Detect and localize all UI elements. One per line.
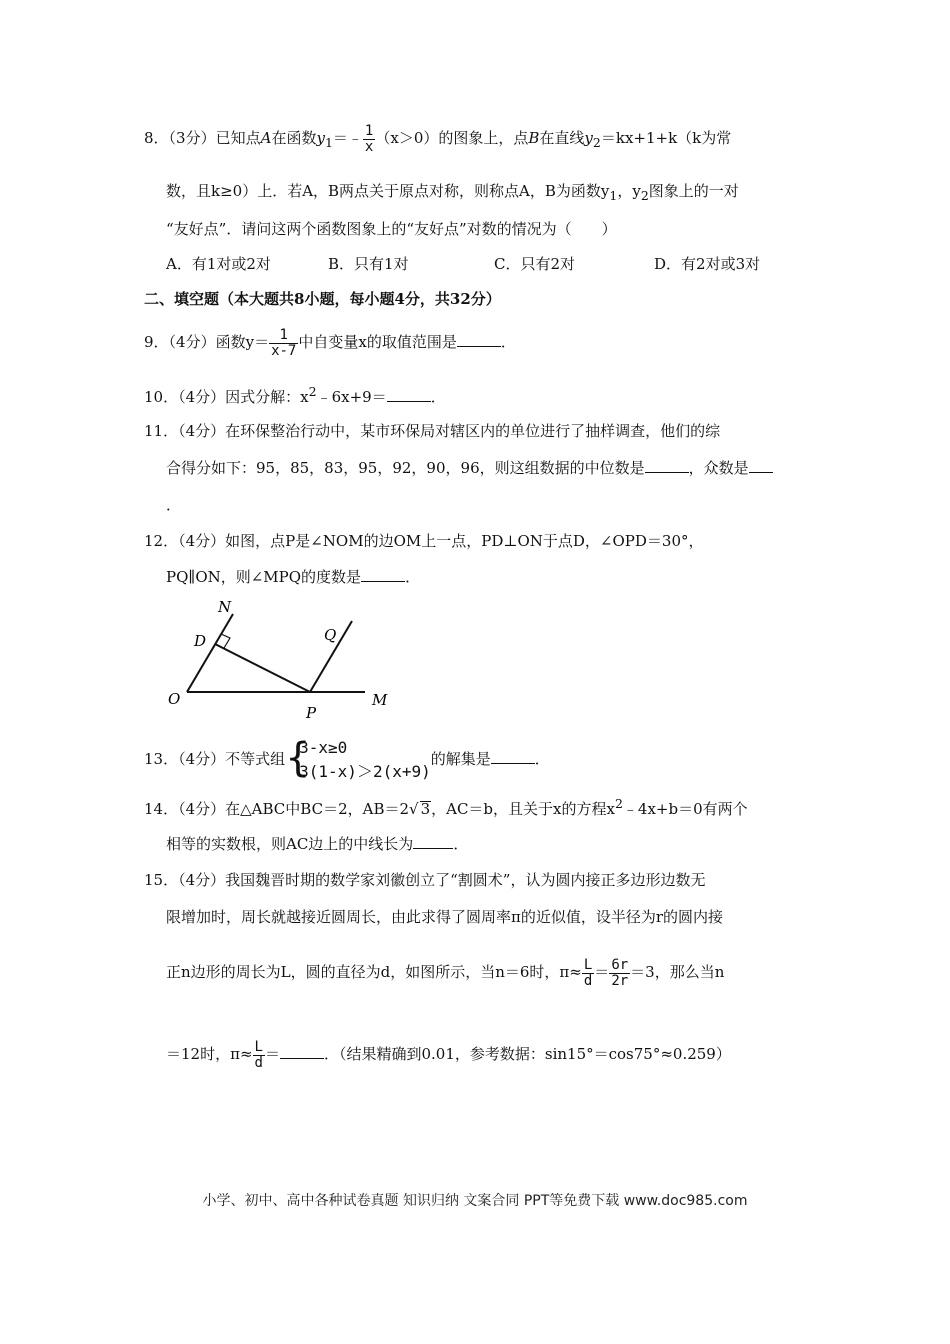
q12-line-1	[144, 530, 703, 551]
fraction-denominator: x-7	[271, 342, 297, 359]
q9-line	[144, 328, 516, 358]
q8-text: 数，且k≥0）上．若A，B两点关于原点对称，则称点A，B为函数y	[166, 182, 610, 200]
q15-line-1	[144, 869, 705, 890]
q13-text: ．	[534, 750, 550, 768]
q8-text: ＝﹣	[332, 129, 363, 148]
q8-var-y1: y	[316, 129, 325, 148]
q13-line	[144, 736, 550, 784]
q8-option-c: C．只有2对	[494, 255, 576, 273]
fraction-denominator: 2r	[611, 972, 629, 989]
fraction-numerator: L	[583, 957, 593, 973]
q8-var-b: B	[528, 129, 540, 148]
label-p: P	[306, 704, 317, 722]
answer-blank	[280, 1044, 324, 1059]
page-footer: 小学、初中、高中各种试卷真题 知识归纳 文案合同 PPT等免费下载 www.doc985.com	[202, 1193, 748, 1209]
right-angle-mark	[221, 634, 230, 648]
q12-text: （4分）如图，点P是∠NOM的边OM上一点，PD⊥ON于点D，∠OPD＝30°，	[178, 532, 704, 550]
q15-fraction-1	[582, 958, 594, 988]
sqrt-icon: √	[409, 800, 419, 818]
q8-sub: 2	[640, 188, 649, 203]
q13-text: 的解集是	[430, 750, 491, 768]
q11-line-2	[166, 457, 773, 478]
q9-fraction	[269, 328, 298, 358]
q10-text: （4分）因式分解：x	[178, 388, 309, 406]
line-on	[187, 614, 233, 692]
q8-line-1	[144, 124, 731, 154]
q11-text: （4分）在环保整治行动中，某市环保局对辖区内的单位进行了抽样调查，他们的综	[178, 422, 721, 440]
q8-score: （3分）	[168, 129, 216, 148]
answer-blank	[491, 749, 535, 764]
q10-number: 10．	[144, 388, 179, 406]
inequality-1: 3-x≥0	[299, 738, 348, 757]
q8-option-b: B．只有1对	[328, 255, 409, 273]
q14-sup: 2	[614, 796, 623, 811]
q14-text: ﹣4x+b＝0有两个	[622, 800, 748, 818]
q8-fraction	[363, 124, 375, 154]
q15-text: ＝3，那么当n	[630, 963, 725, 982]
q15-line-4	[166, 1040, 731, 1070]
q9-text: （4分）函数y＝	[168, 333, 270, 352]
q14-text: （4分）在△ABC中BC＝2，AB＝2	[178, 800, 410, 818]
inequality-2: 3(1-x)＞2(x+9)	[299, 762, 431, 781]
q9-text: ．	[500, 333, 516, 352]
fraction-numerator: 6r	[611, 957, 629, 973]
q12-text: PQ∥ON，则∠MPQ的度数是	[166, 568, 362, 586]
brace-icon: {	[285, 735, 311, 781]
label-o: O	[168, 690, 181, 708]
q8-sub: 1	[609, 188, 618, 203]
q13-number: 13．	[144, 750, 179, 768]
answer-blank	[387, 387, 431, 402]
answer-blank	[361, 567, 405, 582]
q15-fraction-2	[609, 958, 630, 988]
fraction-numerator: 1	[364, 123, 374, 139]
q15-line-2: 限增加时，周长就越接近圆周长，由此求得了圆周率π的近似值，设半径为r的圆内接	[166, 908, 724, 926]
q8-sub: 2	[592, 135, 601, 151]
answer-blank	[645, 458, 689, 473]
label-m: M	[372, 691, 388, 709]
q14-text: ，AC＝b，且关于x的方程x	[431, 800, 615, 818]
q10-text: ﹣6x+9＝	[316, 388, 387, 406]
q15-text: ＝	[594, 963, 610, 982]
q11-text: 合得分如下：95，85，83，95，92，90，96，则这组数据的中位数是	[166, 459, 645, 477]
q15-text: 正n边形的周长为L，圆的直径为d，如图所示，当n＝6时，π≈	[166, 963, 582, 982]
q15-text: ＝	[264, 1045, 280, 1064]
q12-line-2	[166, 566, 420, 587]
answer-blank	[413, 834, 453, 849]
label-q: Q	[324, 626, 337, 644]
q14-text: ．	[453, 835, 469, 853]
q8-var-a: A	[260, 129, 272, 148]
q8-text: 已知点	[215, 129, 261, 148]
label-d: D	[194, 632, 207, 650]
line-pd	[215, 644, 310, 692]
fraction-numerator: 1	[269, 328, 298, 344]
q8-text: 在直线	[539, 129, 585, 148]
q10-text: ．	[430, 388, 446, 406]
answer-blank	[457, 332, 501, 347]
q8-text: 在函数	[271, 129, 317, 148]
q15-fraction-3	[253, 1040, 265, 1070]
q8-number: 8．	[144, 129, 169, 148]
q15-text: （4分）我国魏晋时期的数学家刘徽创立了“割圆术”，认为圆内接正多边形边数无	[178, 871, 706, 889]
q8-text: ＝kx+1+k（k为常	[600, 129, 732, 148]
fraction-denominator: d	[254, 1054, 263, 1071]
q8-option-d: D．有2对或3对	[654, 255, 761, 273]
sqrt-radicand: 3	[420, 800, 431, 818]
q11-line-3: ．	[166, 496, 182, 514]
fraction-numerator: L	[254, 1039, 263, 1055]
q8-sub: 1	[324, 135, 333, 151]
q8-line-3: “友好点”．请问这两个函数图象上的“友好点”对数的情况为（ ）	[166, 220, 617, 238]
q8-option-a: A．有1对或2对	[166, 255, 271, 273]
q15-line-3	[166, 958, 724, 988]
q12-number: 12．	[144, 532, 179, 550]
q11-number: 11．	[144, 422, 179, 440]
q15-text: ＝12时，π≈	[166, 1045, 253, 1064]
label-n: N	[218, 598, 232, 616]
q10-sup: 2	[308, 384, 317, 399]
q10-line	[144, 384, 446, 407]
q11-text: ，众数是	[688, 459, 749, 477]
q8-text: 图象上的一对	[648, 182, 739, 200]
inequality-system	[285, 736, 431, 784]
answer-blank	[749, 458, 773, 473]
q14-text: 相等的实数根，则AC边上的中线长为	[166, 835, 414, 853]
q15-text: ．（结果精确到0.01，参考数据：sin15°＝cos75°≈0.259）	[323, 1045, 731, 1064]
fraction-denominator: x	[364, 138, 374, 155]
q14-number: 14．	[144, 800, 179, 818]
q14-line-2	[166, 833, 468, 854]
q13-text: （4分）不等式组	[178, 750, 286, 768]
q8-var-y2: y	[584, 129, 593, 148]
q8-line-2	[166, 180, 739, 203]
q8-text: （x＞0）的图象上，点	[375, 129, 529, 148]
q9-text: 中自变量x的取值范围是	[298, 333, 457, 352]
q15-number: 15．	[144, 871, 179, 889]
q11-line-1	[144, 420, 720, 441]
fraction-denominator: d	[583, 972, 593, 989]
q12-figure	[160, 596, 400, 726]
q8-text: ，y	[617, 182, 641, 200]
section-heading: 二、填空题（本大题共8小题，每小题4分，共32分）	[144, 290, 501, 308]
q14-line-1	[144, 796, 748, 819]
q12-text: ．	[405, 568, 421, 586]
q9-number: 9．	[144, 333, 169, 352]
